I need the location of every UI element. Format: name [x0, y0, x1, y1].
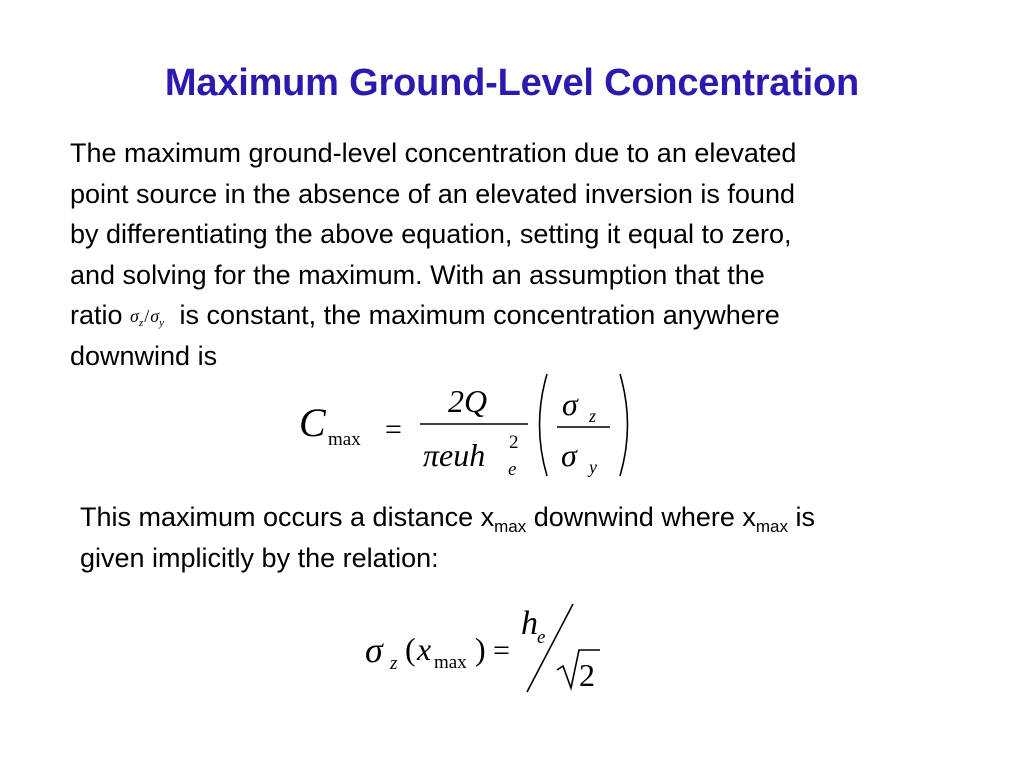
eq-sub-y: y: [589, 457, 597, 477]
xmax-middle: downwind where x: [526, 502, 756, 532]
paragraph-distance: [80, 497, 960, 578]
eq2-equals: =: [493, 634, 510, 667]
eq2-sub-e: e: [537, 627, 546, 648]
paragraph-line: given implicitly by the relation:: [80, 542, 439, 573]
paragraph-line: and solving for the maximum. With an assumption that the: [70, 259, 765, 290]
eq-equals: =: [385, 413, 402, 446]
eq-sub-e: e: [508, 459, 517, 480]
xmax-relation-equation: [360, 598, 610, 698]
ratio-prefix: ratio: [70, 300, 123, 330]
slash-symbol: /: [144, 306, 150, 326]
eq2-h: h: [521, 605, 538, 642]
eq2-sub-max: max: [434, 652, 467, 673]
subscript-max: max: [494, 517, 527, 536]
eq-numerator: 2Q: [448, 383, 488, 419]
paragraph-intro: [70, 133, 950, 376]
eq-sub-max: max: [328, 429, 361, 450]
eq-denominator: πeuh: [423, 437, 486, 473]
paragraph-line: downwind is: [70, 340, 218, 371]
paragraph-line: point source in the absence of an elevated inversion is found: [70, 178, 795, 209]
eq2-sigma: σ: [365, 630, 383, 670]
subscript-y: y: [159, 317, 165, 329]
eq-c: C: [299, 400, 326, 445]
ratio-suffix: is constant, the maximum concentration anywhere: [179, 300, 780, 330]
paragraph-line: The maximum ground-level concentration due to an elevated: [70, 138, 797, 168]
sigma-symbol: σ: [130, 306, 139, 326]
eq2-sub-z: z: [390, 653, 398, 674]
eq-right-paren: [620, 374, 628, 476]
eq-left-paren: [540, 374, 548, 476]
xmax-prefix: This maximum occurs a distance x: [80, 502, 495, 532]
eq2-close-paren: ): [475, 631, 486, 667]
slide-title: Maximum Ground-Level Concentration: [164, 62, 860, 104]
eq-exponent-2: 2: [509, 432, 519, 453]
paragraph-line-xmax: [80, 497, 960, 538]
eq-sub-z: z: [589, 406, 597, 426]
sigma-symbol: σ: [150, 306, 160, 326]
max-concentration-equation: [295, 368, 640, 483]
eq2-open-paren: (: [405, 631, 416, 667]
subscript-max: max: [755, 517, 788, 536]
paragraph-line-ratio: [70, 295, 950, 336]
xmax-suffix: is: [788, 502, 815, 532]
paragraph-line: by differentiating the above equation, setting it equal to zero,: [70, 219, 792, 249]
eq-sigma-top: σ: [562, 386, 578, 422]
eq2-x: x: [417, 631, 432, 667]
subscript-z: z: [138, 317, 144, 329]
eq2-sqrt-2: 2: [579, 657, 595, 693]
eq-sigma-bottom: σ: [561, 437, 577, 473]
